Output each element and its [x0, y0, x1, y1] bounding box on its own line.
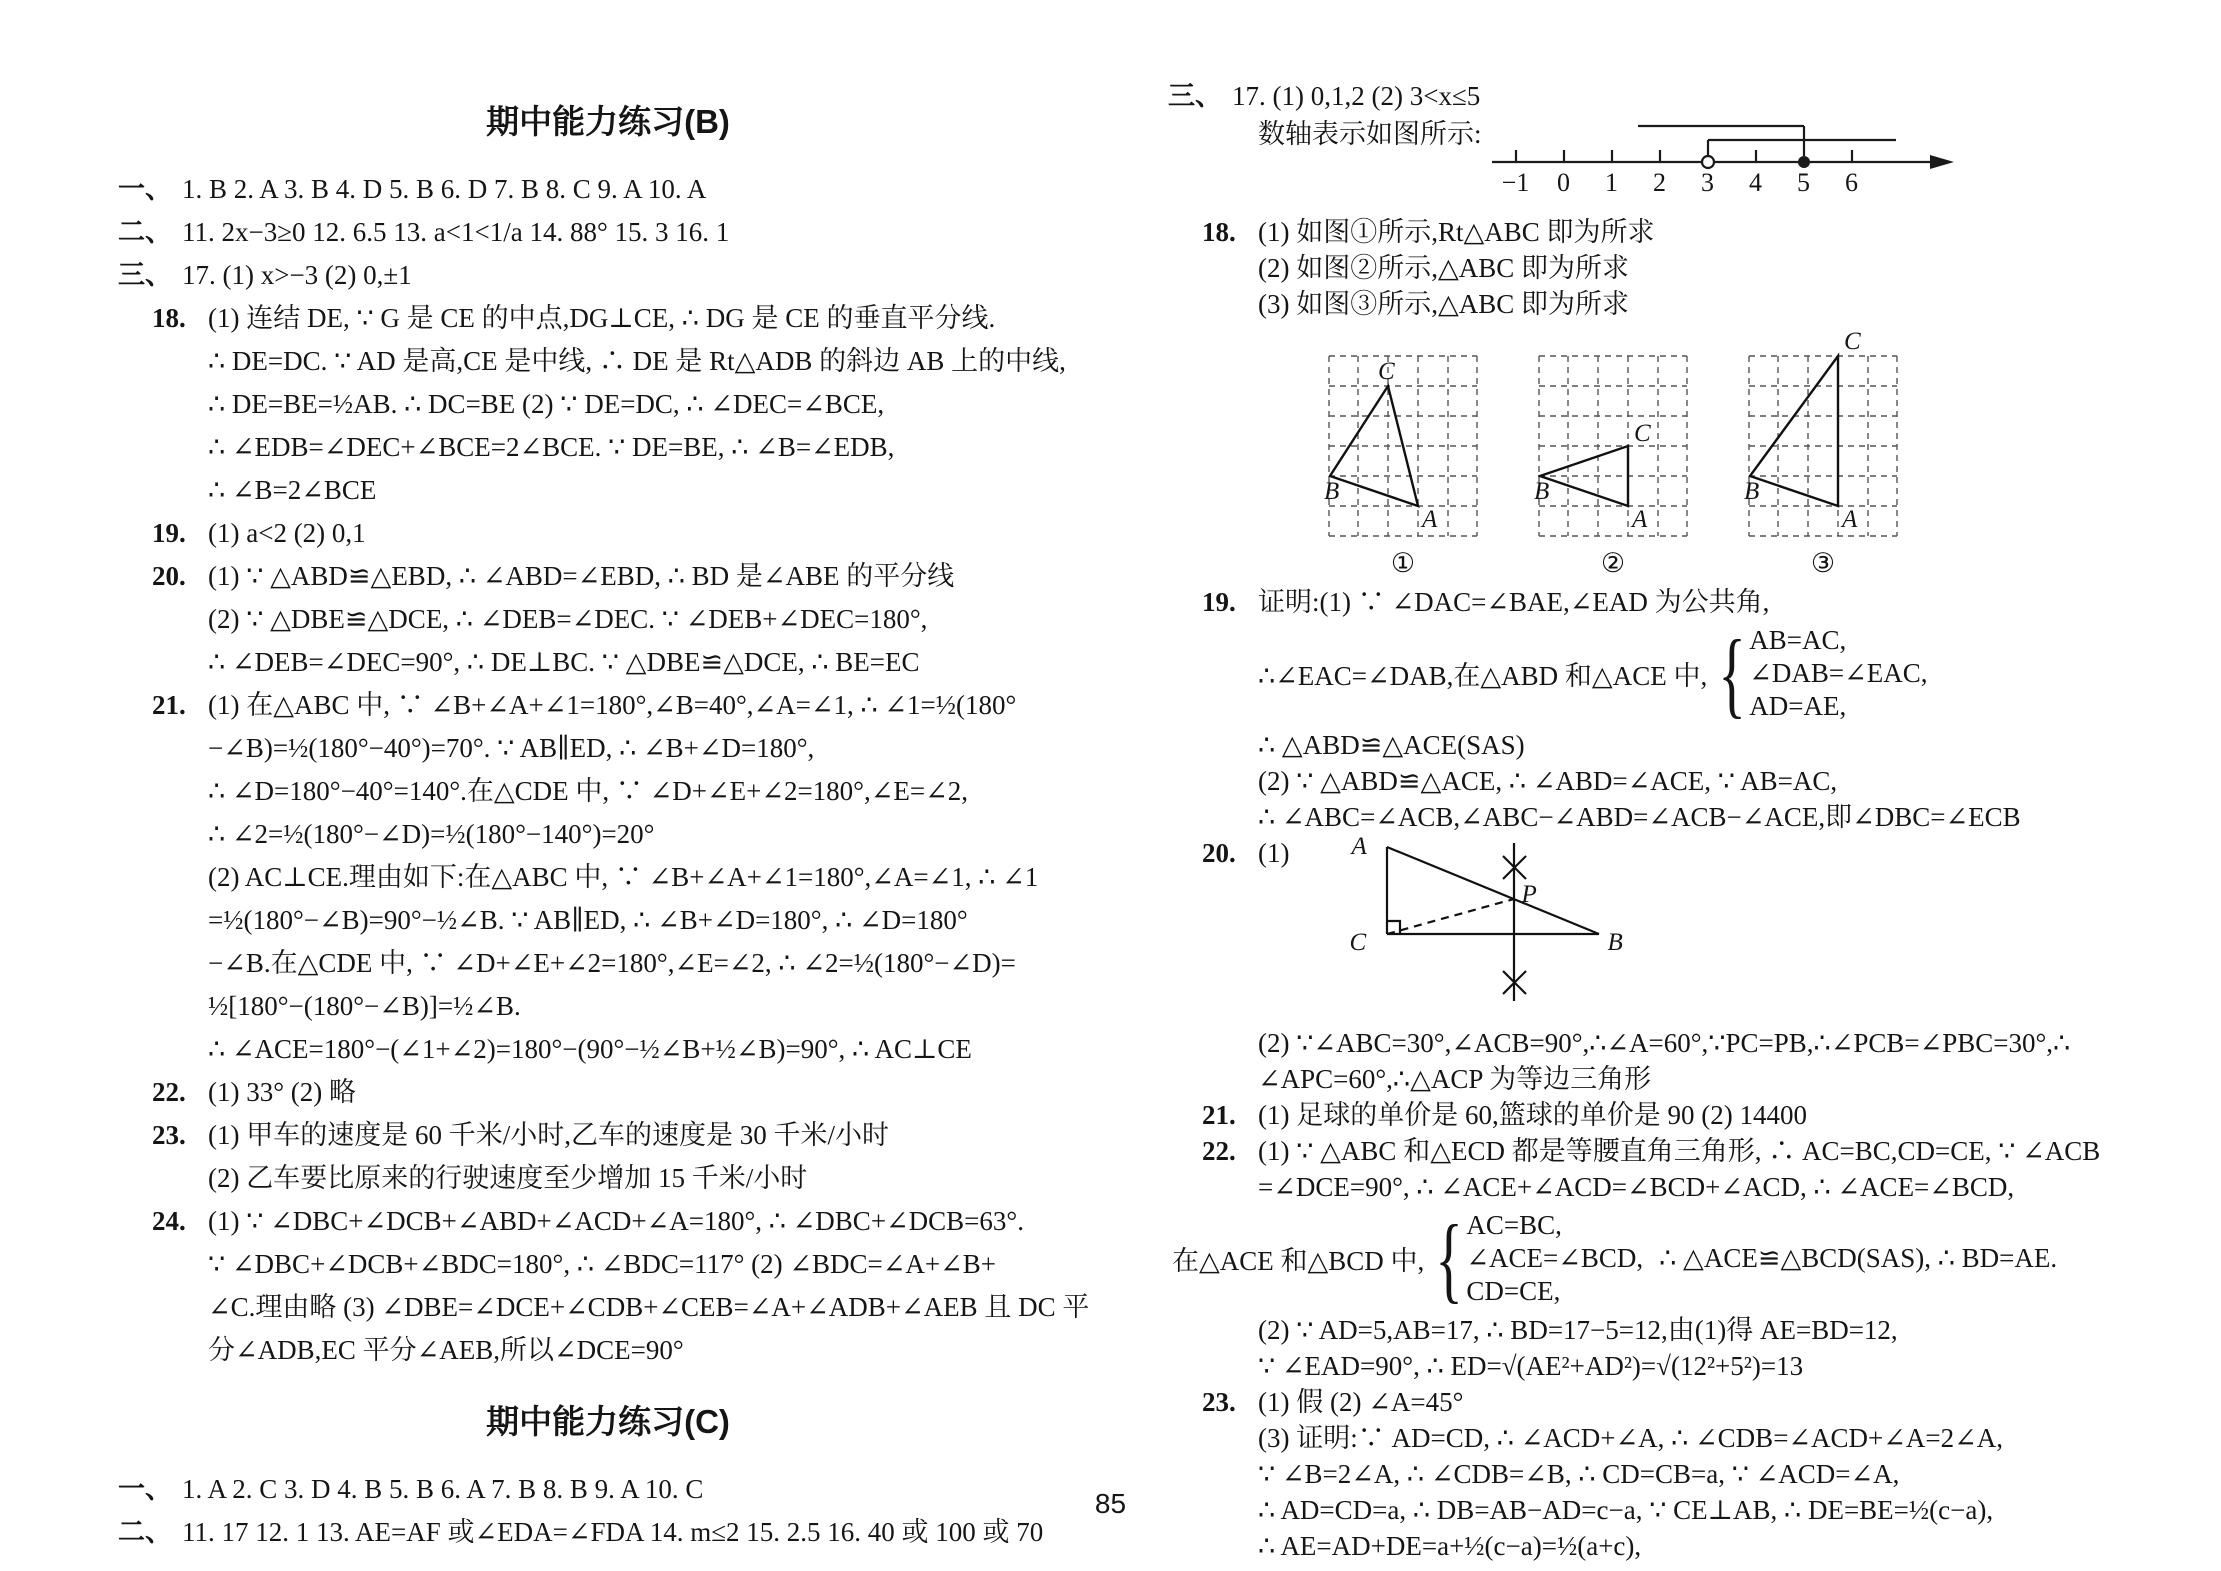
answer-text: ∠C.理由略 (3) ∠DBE=∠DCE+∠CDB+∠CEB=∠A+∠ADB+∠AEB 且 DC 平 — [208, 1292, 1090, 1322]
case-line: AB=AC, — [1749, 625, 1847, 655]
page-number: 85 — [1094, 1488, 1127, 1519]
answer-line — [118, 1286, 1158, 1329]
vertex-label-a: A — [1842, 506, 1858, 533]
answer-text: (1) 假 (2) ∠A=45° — [1258, 1387, 1464, 1417]
vertex-label-b: B — [1744, 478, 1760, 505]
equation-system — [1258, 619, 2188, 727]
answer-line — [118, 770, 1158, 813]
triangle-drawing — [1299, 839, 1639, 1015]
vertex-label-a: A — [1422, 506, 1438, 533]
answer-text: (1) — [1258, 838, 1290, 868]
item-number: 19. — [152, 518, 186, 548]
answer-line — [118, 1071, 1158, 1114]
answer-line — [118, 985, 1158, 1028]
item-number: 19. — [1202, 587, 1236, 617]
equation-system — [1172, 1204, 2188, 1312]
answer-text: ∵ ∠DBC+∠DCB+∠BDC=180°, ∴ ∠BDC=117° (2) ∠BDC=∠A+∠B+ — [208, 1249, 996, 1279]
vertex-label-b: B — [1534, 478, 1550, 505]
figure-caption: ③ — [1810, 548, 1836, 578]
answer-text: −∠B.在△CDE 中, ∵ ∠D+∠E+∠2=180°,∠E=∠2, ∴ ∠2=½(180°−∠D)= — [208, 948, 1016, 978]
item-number: 20. — [152, 561, 186, 591]
case-list — [1466, 1209, 1643, 1308]
left-brace: { — [1718, 619, 1747, 727]
vertex-label-c: C — [1844, 328, 1861, 355]
answer-text: (2) 如图②所示,△ABC 即为所求 — [1258, 253, 1630, 283]
right-column — [1168, 78, 2188, 1564]
list-marker: 一、 — [118, 1474, 172, 1504]
tick-label: 3 — [1701, 168, 1715, 197]
left-brace: { — [1435, 1204, 1464, 1312]
item-number: 20. — [1202, 838, 1236, 868]
answer-text: (3) 如图③所示,△ABC 即为所求 — [1258, 289, 1630, 319]
answer-text: 11. 17 12. 1 13. AE=AF 或∠EDA=∠FDA 14. m≤2 15. 2.5 16. 40 或 100 或 70 — [182, 1517, 1044, 1547]
answer-text: ∴ ∠B=2∠BCE — [208, 475, 377, 505]
item-number: 21. — [152, 690, 186, 720]
vertex-label-b: B — [1607, 929, 1623, 956]
vertex-label-b: B — [1324, 478, 1340, 505]
answer-line — [1168, 1456, 2188, 1492]
answer-text: 在△ACE 和△BCD 中, — [1172, 1246, 1425, 1276]
answer-text: ∴∠EAC=∠DAB,在△ABD 和△ACE 中, — [1258, 661, 1708, 691]
construction-grid-1 — [1324, 348, 1478, 578]
answer-line — [118, 1157, 1158, 1200]
answer-line — [1168, 250, 2188, 286]
item-number: 22. — [1202, 1136, 1236, 1166]
answer-text: ∴ ∠2=½(180°−∠D)=½(180°−140°)=20° — [208, 819, 655, 849]
answer-text: (2) ∵ △DBE≌△DCE, ∴ ∠DEB=∠DEC. ∵ ∠DEB+∠DEC=180°, — [208, 604, 928, 634]
answer-text: 证明:(1) ∵ ∠DAC=∠BAE,∠EAD 为公共角, — [1258, 587, 1770, 617]
answer-text: 1. B 2. A 3. B 4. D 5. B 6. D 7. B 8. C 9. A 10. A — [182, 174, 707, 204]
figure-caption: ① — [1390, 548, 1416, 578]
answer-line — [118, 942, 1158, 985]
tick-label: 6 — [1845, 168, 1859, 197]
construction-grid-2 — [1534, 348, 1688, 578]
answer-line — [118, 469, 1158, 512]
answer-text: ∴ △ABD≌△ACE(SAS) — [1258, 730, 1525, 760]
answer-line — [1168, 1097, 2188, 1133]
answer-line — [1168, 1348, 2188, 1384]
item-number: 24. — [152, 1206, 186, 1236]
answer-line — [118, 426, 1158, 469]
case-line: ∠DAB=∠EAC, — [1749, 658, 1928, 688]
answer-text: (1) 足球的单价是 60,篮球的单价是 90 (2) 14400 — [1258, 1100, 1807, 1130]
answer-line — [118, 1200, 1158, 1243]
item-number: 18. — [1202, 217, 1236, 247]
case-line: AC=BC, — [1466, 1210, 1562, 1240]
numberline-row — [1168, 114, 2188, 214]
item-number: 22. — [152, 1077, 186, 1107]
answer-line — [1168, 1169, 2188, 1205]
left-column — [118, 98, 1158, 1554]
answer-line — [118, 684, 1158, 727]
answer-line — [1168, 763, 2188, 799]
answer-line — [1168, 1312, 2188, 1348]
answer-text: (1) 33° (2) 略 — [208, 1077, 357, 1107]
case-line: CD=CE, — [1466, 1276, 1561, 1306]
answer-line — [1168, 1025, 2188, 1061]
answer-text: ∴ △ACE≌△BCD(SAS), ∴ BD=AE. — [1659, 1243, 2058, 1273]
list-marker: 三、 — [118, 260, 172, 290]
answer-line — [118, 211, 1158, 254]
answer-text: (2) ∵∠ABC=30°,∠ACB=90°,∴∠A=60°,∵PC=PB,∴∠PCB=∠PBC=30°,∴ — [1258, 1028, 2071, 1058]
answer-text: (1) ∵ △ABD≌△EBD, ∴ ∠ABD=∠EBD, ∴ BD 是∠ABE 的平分线 — [208, 561, 955, 591]
answer-text: (2) ∵ △ABD≌△ACE, ∴ ∠ABD=∠ACE, ∵ AB=AC, — [1258, 766, 1838, 796]
answer-text: 17. (1) x>−3 (2) 0,±1 — [182, 260, 412, 290]
section-title-b: 期中能力练习(B) — [486, 103, 730, 140]
answer-line — [118, 727, 1158, 770]
answer-text: ∴ ∠ACE=180°−(∠1+∠2)=180°−(90°−½∠B+½∠B)=90°, ∴ AC⊥CE — [208, 1034, 972, 1064]
answer-line — [118, 856, 1158, 899]
vertex-label-a: A — [1351, 833, 1367, 860]
answer-line — [118, 168, 1158, 211]
numberline-caption: 数轴表示如图所示: — [1258, 119, 1482, 149]
answer-line — [118, 1114, 1158, 1157]
answer-text: ∴ AE=AD+DE=a+½(c−a)=½(a+c), — [1258, 1531, 1642, 1561]
grid-1-drawing — [1328, 348, 1478, 544]
answer-line — [1168, 214, 2188, 250]
answer-line — [1168, 286, 2188, 322]
answer-line — [118, 641, 1158, 684]
vertex-label-a: A — [1632, 506, 1648, 533]
answer-text: (1) 在△ABC 中, ∵ ∠B+∠A+∠1=180°,∠B=40°,∠A=∠1, ∴ ∠1=½(180° — [208, 690, 1017, 720]
answer-line — [118, 813, 1158, 856]
list-marker: 一、 — [118, 174, 172, 204]
answer-line — [118, 297, 1158, 340]
construction-grids-row — [1324, 328, 2188, 578]
list-marker: 三、 — [1168, 81, 1222, 111]
answer-line — [1168, 799, 2188, 835]
answer-text: (1) 甲车的速度是 60 千米/小时,乙车的速度是 30 千米/小时 — [208, 1120, 889, 1150]
answer-text: ½[180°−(180°−∠B)]=½∠B. — [208, 991, 521, 1021]
answer-line — [1168, 78, 2188, 114]
answer-line — [118, 598, 1158, 641]
list-marker: 二、 — [118, 1517, 172, 1547]
answer-line — [1168, 1061, 2188, 1097]
item-number: 21. — [1202, 1100, 1236, 1130]
case-line: ∠ACE=∠BCD, — [1466, 1243, 1644, 1273]
answer-text: =∠DCE=90°, ∴ ∠ACE+∠ACD=∠BCD+∠ACD, ∴ ∠ACE=∠BCD, — [1258, 1172, 2015, 1202]
answer-line — [118, 512, 1158, 555]
answer-text: (1) ∵ ∠DBC+∠DCB+∠ABD+∠ACD+∠A=180°, ∴ ∠DBC+∠DCB=63°. — [208, 1206, 1024, 1236]
answer-text: (1) a<2 (2) 0,1 — [208, 518, 366, 548]
answer-line — [118, 383, 1158, 426]
grid-2-drawing — [1538, 348, 1688, 544]
vertex-label-c: C — [1634, 420, 1651, 447]
section-title-c: 期中能力练习(C) — [486, 1403, 730, 1440]
answer-line — [118, 899, 1158, 942]
answer-text: (1) 如图①所示,Rt△ABC 即为所求 — [1258, 217, 1655, 247]
answer-line — [118, 1243, 1158, 1286]
case-list — [1749, 624, 1927, 723]
answer-text: (1) 连结 DE, ∵ G 是 CE 的中点,DG⊥CE, ∴ DG 是 CE 的垂直平分线. — [208, 303, 996, 333]
answer-text: 1. A 2. C 3. D 4. B 5. B 6. A 7. B 8. B 9. A 10. C — [182, 1474, 704, 1504]
numberline-figure — [1488, 114, 1958, 206]
answer-text: =½(180°−∠B)=90°−½∠B. ∵ AB∥ED, ∴ ∠B+∠D=180°, ∴ ∠D=180° — [208, 905, 968, 935]
answer-line — [1168, 1384, 2188, 1420]
answer-line — [1168, 727, 2188, 763]
answer-line — [1168, 584, 2188, 620]
answer-line — [118, 555, 1158, 598]
triangle-row — [1168, 835, 2188, 1025]
tick-label: 4 — [1749, 168, 1763, 197]
construction-grid-3 — [1744, 328, 1898, 578]
answer-text: 分∠ADB,EC 平分∠AEB,所以∠DCE=90° — [208, 1335, 684, 1365]
answer-line — [1168, 1420, 2188, 1456]
item-number: 23. — [152, 1120, 186, 1150]
list-marker: 二、 — [118, 217, 172, 247]
tick-label: −1 — [1501, 168, 1530, 197]
answer-text: −∠B)=½(180°−40°)=70°. ∵ AB∥ED, ∴ ∠B+∠D=180°, — [208, 733, 815, 763]
grid-3-drawing — [1748, 348, 1898, 544]
answer-text: ∴ ∠D=180°−40°=140°.在△CDE 中, ∵ ∠D+∠E+∠2=180°,∠E=∠2, — [208, 776, 968, 806]
vertex-label-c: C — [1378, 358, 1395, 385]
answer-line — [118, 1028, 1158, 1071]
answer-text: ∴ ∠EDB=∠DEC+∠BCE=2∠BCE. ∵ DE=BE, ∴ ∠B=∠EDB, — [208, 432, 895, 462]
tick-label: 5 — [1797, 168, 1811, 197]
answer-text: (2) AC⊥CE.理由如下:在△ABC 中, ∵ ∠B+∠A+∠1=180°,∠A=∠1, ∴ ∠1 — [208, 862, 1039, 892]
answer-text: ∴ DE=BE=½AB. ∴ DC=BE (2) ∵ DE=DC, ∴ ∠DEC=∠BCE, — [208, 389, 885, 419]
item-number: 18. — [152, 303, 186, 333]
tick-label: 0 — [1557, 168, 1571, 197]
answer-text: (2) 乙车要比原来的行驶速度至少增加 15 千米/小时 — [208, 1163, 808, 1193]
answer-line — [118, 254, 1158, 297]
answer-line — [1168, 1133, 2188, 1169]
answer-text: ∵ ∠B=2∠A, ∴ ∠CDB=∠B, ∴ CD=CB=a, ∵ ∠ACD=∠A, — [1258, 1459, 1900, 1489]
tick-label: 2 — [1653, 168, 1667, 197]
item-number: 23. — [1202, 1387, 1236, 1417]
figure-caption: ② — [1600, 548, 1626, 578]
answer-text: ∴ DE=DC. ∵ AD 是高,CE 是中线, ∴ DE 是 Rt△ADB 的斜边 AB 上的中线, — [208, 346, 1066, 376]
answer-text: (2) ∵ AD=5,AB=17, ∴ BD=17−5=12,由(1)得 AE=BD=12, — [1258, 1315, 1898, 1345]
triangle-figure — [1299, 833, 1639, 1019]
answer-line — [118, 1329, 1158, 1372]
answer-text: 17. (1) 0,1,2 (2) 3<x≤5 — [1232, 81, 1481, 111]
answer-line — [118, 340, 1158, 383]
vertex-label-c: C — [1349, 929, 1367, 956]
answer-text: ∴ ∠ABC=∠ACB,∠ABC−∠ABD=∠ACB−∠ACE,即∠DBC=∠ECB — [1258, 802, 2021, 832]
answer-text: 11. 2x−3≥0 12. 6.5 13. a<1<1/a 14. 88° 15. 3 16. 1 — [182, 217, 730, 247]
answer-text: ∴ ∠DEB=∠DEC=90°, ∴ DE⊥BC. ∵ △DBE≌△DCE, ∴ BE=EC — [208, 647, 920, 677]
tick-label: 1 — [1605, 168, 1619, 197]
answer-text: ∵ ∠EAD=90°, ∴ ED=√(AE²+AD²)=√(12²+5²)=13 — [1258, 1351, 1804, 1381]
answer-text: ∴ AD=CD=a, ∴ DB=AB−AD=c−a, ∵ CE⊥AB, ∴ DE=BE=½(c−a), — [1258, 1495, 1994, 1525]
vertex-label-p: P — [1521, 881, 1537, 908]
answer-line — [1168, 1528, 2188, 1564]
case-line: AD=AE, — [1749, 691, 1847, 721]
answer-text: ∠APC=60°,∴△ACP 为等边三角形 — [1258, 1064, 1652, 1094]
answer-text: (1) ∵ △ABC 和△ECD 都是等腰直角三角形, ∴ AC=BC,CD=CE, ∵ ∠ACB — [1258, 1136, 2101, 1166]
answer-text: (3) 证明:∵ AD=CD, ∴ ∠ACD+∠A, ∴ ∠CDB=∠ACD+∠A=2∠A, — [1258, 1423, 2003, 1453]
